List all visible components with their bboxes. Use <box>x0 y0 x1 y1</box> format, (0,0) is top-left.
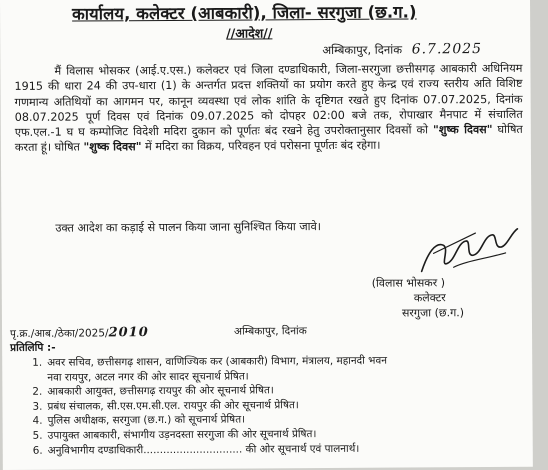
reference-prefix: पृ.क्र./आब./ठेका/2025/ <box>10 327 109 340</box>
order-date-line <box>322 41 482 58</box>
list-item: 5. उपायुक्त आबकारी, संभागीय उड़नदस्ता सरगुजा की ओर सूचनार्थ प्रेषित। <box>32 428 317 442</box>
office-header: कार्यालय, कलेक्टर (आबकारी), जिला- सरगुजा (छ.ग.) <box>72 2 417 24</box>
copy-to-label: प्रतिलिपि :- <box>10 341 56 354</box>
dry-day-term: "शुष्क दिवस" <box>432 123 493 137</box>
order-body-text: में मदिरा का विक्रय, परिवहन एवं परोसना पूर्णतः बंद रहेगा। <box>141 139 381 154</box>
list-item: 6. अनुविभागीय दण्डाधिकारी.............................. की ओर सूचनार्थ एवं पालनार्थ। <box>32 442 360 457</box>
order-body-text: मैं विलास भोसकर (आई.ए.एस.) कलेक्टर एवं जिला दण्डाधिकारी, जिला-सरगुजा छत्तीसगढ़ आबकारी अधिनियम 1915 की धारा 24 की उप-धारा (1) के अन्तर्गत प्रदत्त शक्तियों का प्रयोग करते हुए केन्द्र एवं राज्य स्तरीय अति विशिष्ट गणमान्य अतिथियों का आगमन पर, कानून व्यवस्था एवं लोक शांति के दृष्टिगत रखते हुए दिनांक 07.07.2025, दिनांक 08.07.2025 पूर्ण दिवस एवं दिनांक 09.07.2025 को दोपहर 02:00 बजे तक, रोपाखार मैनपाट में संचालित एफ.एल.-1 घ घ कम्पोजिट विदेशी मदिरा दुकान को पूर्णतः बंद रखने हेतु उपरोक्तानुसार दिवसों को <box>14 61 523 140</box>
signature-title: कलेक्टर <box>413 291 446 305</box>
order-body-text: घोषित करता हूं। घोषित <box>14 122 523 155</box>
list-item: 1. अवर सचिव, छत्तीसगढ़ शासन, वाणिज्यिक कर (आबकारी) विभाग, मंत्रालय, महानदी भवन <box>32 354 388 369</box>
reference-handwritten-number: 2010 <box>108 325 149 341</box>
signature-district: सरगुजा (छ.ग.) <box>401 306 465 320</box>
compliance-line: उक्त आदेश का कड़ाई से पालन किया जाना सुनिश्चित किया जावे। <box>55 220 322 235</box>
order-body <box>14 61 523 156</box>
signature-name: (विलास भोसकर ) <box>371 276 446 290</box>
date-label: अम्बिकापुर, दिनांक <box>322 42 403 58</box>
order-title: //आदेश// <box>226 25 273 41</box>
copy-to-list <box>32 354 387 458</box>
list-item: 4. पुलिस अधीक्षक, सरगुजा (छ.ग.) को सूचनार्थ प्रेषित। <box>32 413 246 428</box>
dry-day-term: "शुष्क दिवस" <box>83 140 142 154</box>
handwritten-date: 6.7.2025 <box>411 41 483 58</box>
list-item-continuation: नवा रायपुर, अटल नगर की ओर सादर सूचनार्थ प्रेषित। <box>47 370 249 384</box>
reference-number <box>10 325 149 341</box>
list-item: 2. आबकारी आयुक्त, छत्तीसगढ़ रायपुर की ओर सूचनार्थ प्रेषित। <box>32 384 274 398</box>
reference-date: अम्बिकापुर, दिनांक <box>233 325 307 338</box>
list-item: 3. प्रबंध संचालक, सी.एस.एम.सी.एल. रायपुर की ओर सूचनार्थ प्रेषित। <box>32 398 299 413</box>
